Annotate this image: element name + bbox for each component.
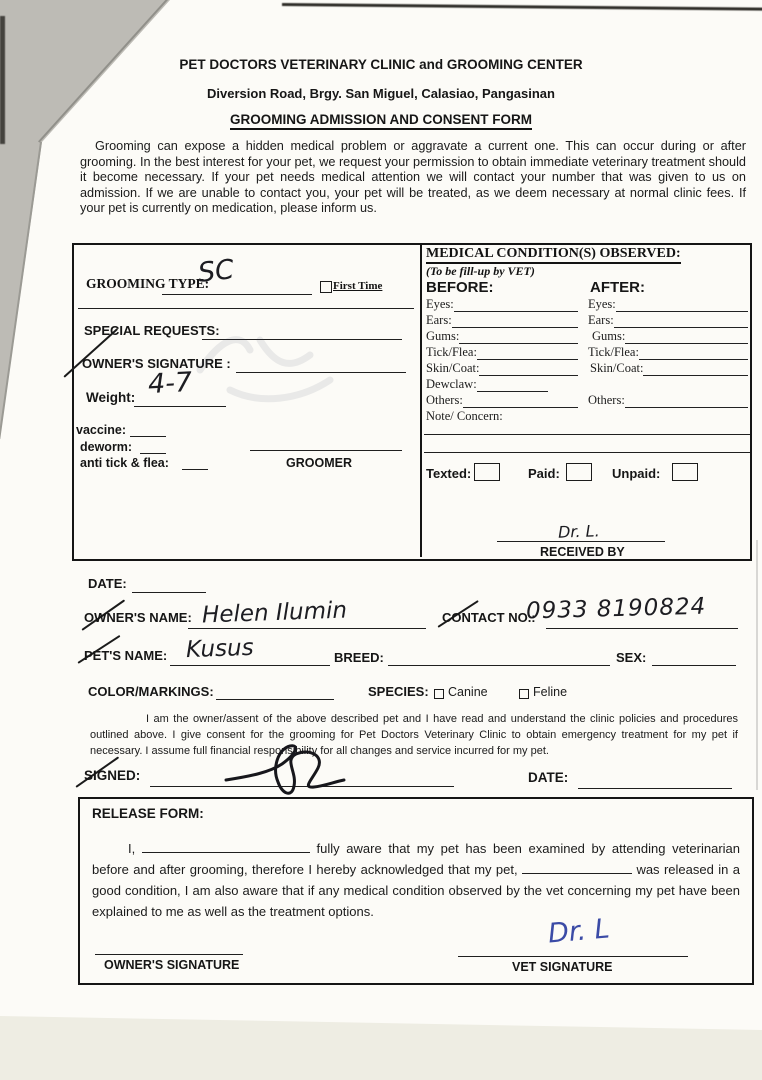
field-label: Others: bbox=[588, 393, 625, 407]
weight-label: Weight: bbox=[86, 390, 136, 405]
received-by-label: RECEIVED BY bbox=[540, 545, 625, 559]
date-line bbox=[132, 575, 206, 593]
breed-label: BREED: bbox=[334, 650, 384, 665]
note-line-2 bbox=[424, 436, 750, 453]
date2-line bbox=[578, 768, 732, 789]
release-body-3: was released in a good condition, I am also aware that if any medical condition observed by the vet concerning my pet have been explained to me as well as the treatment options. bbox=[92, 862, 740, 919]
box-divider bbox=[420, 243, 422, 557]
received-by-line bbox=[497, 525, 665, 542]
release-blank-2 bbox=[522, 861, 632, 874]
owner-signature-scribble bbox=[222, 742, 362, 802]
date-label: DATE: bbox=[88, 576, 127, 591]
before-row-dewclaw bbox=[426, 377, 548, 392]
blank-line bbox=[479, 362, 578, 376]
after-row-skincoat bbox=[590, 361, 748, 376]
special-requests-label: SPECIAL REQUESTS: bbox=[84, 323, 220, 338]
vet-signature-value: Dr. L bbox=[546, 913, 611, 950]
owners-name-value: Helen Ilumin bbox=[201, 597, 348, 629]
first-time-label: First Time bbox=[333, 280, 383, 292]
field-label: Tick/Flea: bbox=[588, 345, 639, 359]
blank-line bbox=[614, 314, 748, 328]
received-by-value: Dr. L. bbox=[557, 521, 600, 542]
scan-dark-top-streak bbox=[282, 3, 762, 11]
release-body-1: I, bbox=[128, 841, 136, 856]
anti-tick-flea-line bbox=[182, 455, 208, 470]
form-title-wrap bbox=[0, 111, 762, 129]
contact-no-label: CONTACT NO.: bbox=[442, 610, 536, 625]
owner-signature-line bbox=[95, 936, 243, 955]
paid-label: Paid: bbox=[528, 466, 560, 481]
release-body-2: fully aware that my pet has been examined by attending veterinarian before and after grooming, therefore I hereby acknowledged that my pet, bbox=[92, 841, 740, 877]
field-label: Gums: bbox=[426, 329, 460, 343]
field-label: Tick/Flea: bbox=[426, 345, 477, 359]
deworm-line bbox=[140, 439, 166, 454]
breed-line bbox=[388, 648, 610, 666]
unpaid-checkbox bbox=[672, 463, 698, 481]
vaccine-line bbox=[130, 422, 166, 437]
before-row-others bbox=[426, 393, 578, 408]
owner-signature-caption: OWNER'S SIGNATURE bbox=[104, 958, 240, 972]
owners-signature-label: OWNER'S SIGNATURE : bbox=[82, 356, 231, 371]
sex-label: SEX: bbox=[616, 650, 647, 665]
clinic-name: PET DOCTORS VETERINARY CLINIC and GROOMING CENTER bbox=[179, 57, 583, 72]
vaccine-label: vaccine: bbox=[76, 423, 127, 437]
field-label: Ears: bbox=[588, 313, 614, 327]
groomer-line bbox=[250, 435, 402, 451]
contact-no-value: 0933 8190824 bbox=[525, 593, 707, 625]
sex-line bbox=[652, 648, 736, 666]
blank-line bbox=[625, 394, 748, 408]
vet-signature-caption: VET SIGNATURE bbox=[512, 960, 613, 974]
blank-line bbox=[643, 362, 748, 376]
texted-label: Texted: bbox=[426, 466, 472, 481]
field-label: Gums: bbox=[592, 329, 626, 343]
field-label: Skin/Coat: bbox=[590, 361, 644, 375]
anti-tick-flea-label: anti tick & flea: bbox=[80, 456, 169, 470]
blank-line bbox=[625, 330, 748, 344]
release-paragraph bbox=[92, 838, 740, 922]
paper-bottom-edge bbox=[0, 1014, 762, 1080]
paid-checkbox bbox=[566, 463, 592, 481]
color-markings-label: COLOR/MARKINGS: bbox=[88, 684, 214, 699]
feline-label: Feline bbox=[533, 685, 568, 699]
weight-value: 4-7 bbox=[147, 366, 193, 401]
before-row-eyes bbox=[426, 297, 578, 312]
after-row-others bbox=[588, 393, 748, 408]
groomer-label: GROOMER bbox=[286, 456, 352, 470]
field-label: Skin/Coat: bbox=[426, 361, 480, 375]
texted-checkbox bbox=[474, 463, 500, 481]
feline-checkbox bbox=[519, 689, 529, 699]
signed-label: SIGNED: bbox=[84, 768, 141, 783]
blank-line bbox=[459, 330, 578, 344]
paper-right-edge-line bbox=[756, 540, 758, 790]
medical-subtitle: (To be fill-up by VET) bbox=[426, 264, 535, 278]
blank-line bbox=[452, 314, 578, 328]
field-label: Others: bbox=[426, 393, 463, 407]
note-concern-label: Note/ Concern: bbox=[426, 409, 503, 423]
after-row-gums bbox=[592, 329, 748, 344]
deworm-label: deworm: bbox=[80, 440, 133, 454]
form-title: GROOMING ADMISSION AND CONSENT FORM bbox=[230, 112, 532, 130]
blank-line bbox=[616, 298, 748, 312]
blank-line bbox=[454, 298, 578, 312]
canine-label: Canine bbox=[448, 685, 488, 699]
after-header: AFTER: bbox=[590, 279, 645, 296]
before-row-skincoat bbox=[426, 361, 578, 376]
after-row-ears bbox=[588, 313, 748, 328]
ghost-bleed-through-marks bbox=[180, 310, 360, 430]
field-label: Ears: bbox=[426, 313, 452, 327]
grooming-row-underline bbox=[78, 292, 414, 309]
species-label: SPECIES: bbox=[368, 684, 429, 699]
blank-line bbox=[639, 346, 748, 360]
date2-label: DATE: bbox=[528, 770, 569, 785]
canine-checkbox bbox=[434, 689, 444, 699]
field-label: Eyes: bbox=[588, 297, 616, 311]
note-line-1 bbox=[424, 418, 750, 435]
blank-line bbox=[477, 346, 578, 360]
grooming-type-value: SC bbox=[196, 254, 236, 289]
after-row-eyes bbox=[588, 297, 748, 312]
field-label: Dewclaw: bbox=[426, 377, 477, 391]
before-header: BEFORE: bbox=[426, 279, 494, 296]
consent-paragraph: I am the owner/assent of the above described pet and I have read and understand the clinic policies and procedures outlined above. I give consent for the grooming for Pet Doctors Veterinary Clinic to obtain emergency treatment for my pet if necessary. I assume full financial responsibility for all changes and service incurred for my pet. bbox=[90, 713, 738, 757]
clinic-address: Diversion Road, Brgy. San Miguel, Calasiao, Pangasinan bbox=[207, 86, 555, 101]
vet-signature-line bbox=[458, 938, 688, 957]
color-markings-line bbox=[216, 682, 334, 700]
before-row-tickflea bbox=[426, 345, 578, 360]
pets-name-value: Kusus bbox=[185, 634, 255, 664]
pets-name-label: PET'S NAME: bbox=[84, 648, 168, 663]
before-row-ears bbox=[426, 313, 578, 328]
medical-title: MEDICAL CONDITION(S) OBSERVED: bbox=[426, 246, 681, 264]
blank-line bbox=[477, 378, 548, 392]
intro-paragraph: Grooming can expose a hidden medical problem or aggravate a current one. This can occur during or after grooming. In the best interest for your pet, we request your permission to obtain immediate veterinary treatment should it become necessary. If your pet needs medical attention we will contact your number that was given to us on admission. If we are unable to contact you, your pet will be treated, as we deem necessary at normal clinic fees. If your pet is currently on medication, please inform us. bbox=[80, 139, 746, 216]
field-label: Eyes: bbox=[426, 297, 454, 311]
unpaid-label: Unpaid: bbox=[612, 466, 661, 481]
release-form-title: RELEASE FORM: bbox=[92, 806, 204, 821]
before-row-gums bbox=[426, 329, 578, 344]
after-row-tickflea bbox=[588, 345, 748, 360]
grooming-type-label: GROOMING TYPE: bbox=[86, 276, 210, 291]
owners-name-label: OWNER'S NAME: bbox=[84, 610, 192, 625]
release-blank-1 bbox=[142, 840, 310, 853]
blank-line bbox=[463, 394, 578, 408]
